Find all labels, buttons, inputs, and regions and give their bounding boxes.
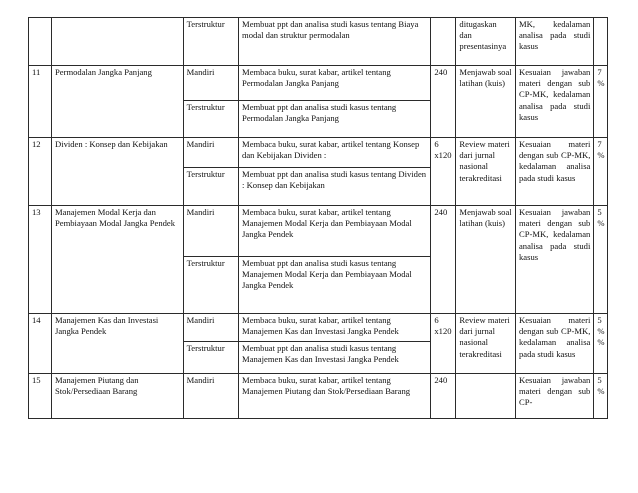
text-line: 5 [597,207,602,217]
text-line: 5 [597,375,602,385]
cell-criteria: Kesuaian materi dengan sub CP-MK, kedalaman analisa pada studi kasus [515,138,593,206]
cell-activity: Membaca buku, surat kabar, artikel tentang Permodalan Jangka Panjang [239,66,431,101]
cell-topic: Manajemen Modal Kerja dan Pembiayaan Modal Jangka Pendek [51,206,183,314]
cell-time [431,374,456,419]
text-line: % [597,386,605,397]
cell-assessment-form [456,374,516,419]
text-line: 7 [597,67,602,77]
cell-topic: Manajemen Piutang dan Stok/Persediaan Barang [51,374,183,419]
table-row [29,374,608,419]
cell-activity: Membuat ppt dan analisa studi kasus tentang Manajemen Kas dan Investasi Jangka Pendek [239,342,431,374]
cell-activity: Membaca buku, surat kabar, artikel tentang Manajemen Piutang dan Stok/Persediaan Barang [239,374,431,419]
table-row [29,138,608,168]
cell-time [431,314,456,374]
cell-method: Terstruktur [183,168,238,206]
cell-time [431,206,456,314]
cell-time [431,66,456,138]
cell-criteria: Kesuaian jawaban materi dengan sub CP-MK, kedalaman analisa pada studi kasus [515,206,593,314]
text-line: 6 [434,139,439,149]
text-line: % [597,150,605,161]
text-line: % [597,326,605,337]
text-line: 240 [434,207,448,217]
cell-weight [594,374,608,419]
cell-assessment-form: Menjawab soal latihan (kuis) [456,206,516,314]
cell-method: Mandiri [183,138,238,168]
cell-no: 12 [29,138,52,206]
cell-activity: Membaca buku, surat kabar, artikel tentang Manajemen Kas dan Investasi Jangka Pendek [239,314,431,342]
cell-method: Mandiri [183,66,238,101]
cell-method: Terstruktur [183,101,238,138]
cell-activity: Membaca buku, surat kabar, artikel tentang Konsep dan Kebijakan Dividen : [239,138,431,168]
table-row [29,206,608,257]
text-line: x120 [434,150,452,161]
cell-criteria: Kesuaian jawaban materi dengan sub CP-MK, kedalaman analisa pada studi kasus [515,66,593,138]
text-line: 6 [434,315,439,325]
cell-activity: Membaca buku, surat kabar, artikel tentang Manajemen Modal Kerja dan Pembiayaan Modal Jangka Pendek [239,206,431,257]
cell-activity: Membuat ppt dan analisa studi kasus tentang Dividen : Konsep dan Kebijakan [239,168,431,206]
text-line: % [597,218,605,229]
cell-assessment-form: Menjawab soal latihan (kuis) [456,66,516,138]
text-line: ditugaskan [459,19,497,29]
cell-topic: Manajemen Kas dan Investasi Jangka Pendek [51,314,183,374]
cell-method: Terstruktur [183,18,238,66]
cell-method: Mandiri [183,314,238,342]
cell-criteria: Kesuaian jawaban materi dengan sub CP- [515,374,593,419]
cell-method: Mandiri [183,374,238,419]
cell-topic [51,18,183,66]
cell-weight [594,138,608,206]
cell-method: Terstruktur [183,342,238,374]
cell-assessment-form [456,18,516,66]
rps-table [28,17,608,419]
text-line: 240 [434,67,448,77]
cell-topic: Permodalan Jangka Panjang [51,66,183,138]
cell-weight [594,206,608,314]
text-line: 240 [434,375,448,385]
text-line: x120 [434,326,452,337]
cell-topic: Dividen : Konsep dan Kebijakan [51,138,183,206]
table-row [29,18,608,66]
cell-weight [594,66,608,138]
cell-no: 13 [29,206,52,314]
cell-weight [594,314,608,374]
cell-weight [594,18,608,66]
cell-time [431,18,456,66]
table-row [29,314,608,342]
text-line: 5 [597,315,602,325]
text-line: presentasinya [459,41,507,52]
cell-no: 11 [29,66,52,138]
text-line: % [597,337,605,348]
cell-assessment-form: Review materi dari jurnal nasional terakreditasi [456,138,516,206]
cell-no: 14 [29,314,52,374]
cell-no [29,18,52,66]
text-line: dan [459,30,472,41]
text-line: % [597,78,605,89]
cell-activity: Membuat ppt dan analisa studi kasus tentang Biaya modal dan struktur permodalan [239,18,431,66]
table-row [29,66,608,101]
cell-activity: Membuat ppt dan analisa studi kasus tentang Manajemen Modal Kerja dan Pembiayaan Modal Jangka Pendek [239,257,431,314]
cell-time [431,138,456,206]
cell-no: 15 [29,374,52,419]
cell-criteria: Kesuaian materi dengan sub CP-MK, kedalaman analisa pada studi kasus [515,314,593,374]
text-line: 7 [597,139,602,149]
cell-method: Mandiri [183,206,238,257]
cell-criteria: MK, kedalaman analisa pada studi kasus [515,18,593,66]
cell-assessment-form: Review materi dari jurnal nasional terakreditasi [456,314,516,374]
cell-activity: Membuat ppt dan analisa studi kasus tentang Permodalan Jangka Panjang [239,101,431,138]
cell-method: Terstruktur [183,257,238,314]
